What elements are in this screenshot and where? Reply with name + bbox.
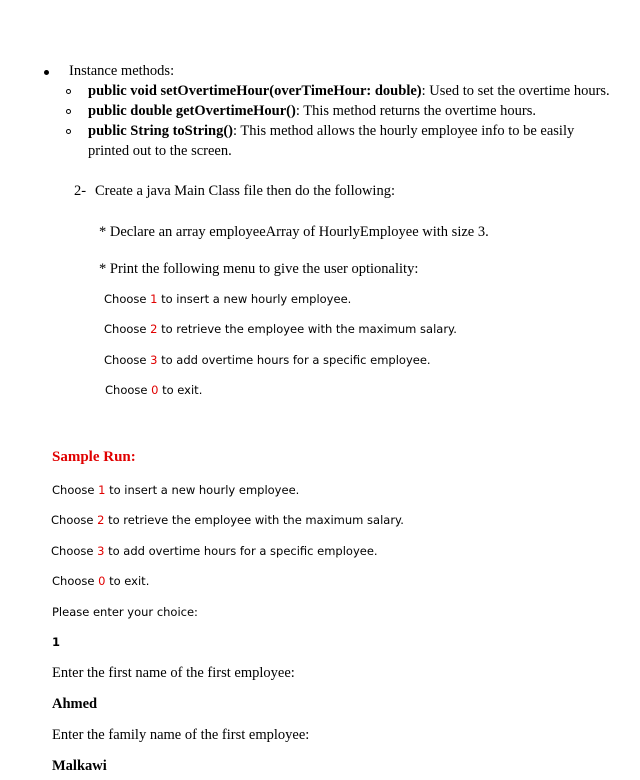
menu-text: Choose: [52, 574, 99, 588]
menu-option-1: [104, 292, 351, 306]
instance-methods-heading: Instance methods:: [69, 63, 175, 79]
menu-text: to exit.: [158, 383, 203, 397]
method-item-1: [88, 83, 610, 100]
method-description: : This method returns the overtime hours.: [295, 103, 536, 119]
bullet-icon: [44, 70, 49, 75]
circle-bullet-icon: [66, 109, 71, 114]
method-item-3: [88, 123, 574, 140]
sample-menu-option-2: [51, 513, 404, 527]
menu-text: to retrieve the employee with the maximum salary.: [157, 322, 457, 336]
menu-text: Choose: [52, 483, 99, 497]
sample-menu-option-0: [52, 574, 149, 588]
method-signature: public String toString(): [88, 123, 234, 139]
menu-text: to insert a new hourly employee.: [105, 483, 300, 497]
method-description: : Used to set the overtime hours.: [421, 83, 610, 99]
sample-run-heading: Sample Run:: [52, 449, 136, 465]
menu-number: 2: [97, 513, 105, 527]
menu-number: 0: [151, 383, 159, 397]
menu-option-0: [105, 383, 202, 397]
choice-value: 1: [52, 635, 61, 649]
prompt-choice: Please enter your choice:: [52, 605, 198, 619]
menu-text: Choose: [51, 513, 98, 527]
menu-number: 0: [98, 574, 106, 588]
method-description-continued: printed out to the screen.: [88, 143, 232, 159]
menu-text: Choose: [105, 383, 152, 397]
menu-text: Choose: [51, 544, 98, 558]
sample-menu-option-3: [51, 544, 378, 558]
menu-number: 3: [150, 353, 158, 367]
menu-number: 1: [98, 483, 106, 497]
menu-number: 1: [150, 292, 158, 306]
menu-option-2: [104, 322, 457, 336]
menu-number: 3: [97, 544, 105, 558]
menu-text: to exit.: [105, 574, 150, 588]
menu-text: to add overtime hours for a specific employee.: [157, 353, 431, 367]
method-item-2: [88, 103, 536, 120]
sample-menu-option-1: [52, 483, 299, 497]
menu-option-3: [104, 353, 431, 367]
menu-text: Choose: [104, 322, 151, 336]
first-name-value: Ahmed: [52, 696, 98, 712]
menu-number: 2: [150, 322, 158, 336]
print-menu-text: * Print the following menu to give the user optionality:: [99, 261, 419, 277]
circle-bullet-icon: [66, 89, 71, 94]
menu-text: to add overtime hours for a specific employee.: [104, 544, 378, 558]
menu-text: to retrieve the employee with the maximum salary.: [104, 513, 404, 527]
step-number: 2-: [74, 183, 87, 199]
method-description: : This method allows the hourly employee info to be easily: [233, 123, 575, 139]
menu-text: Choose: [104, 353, 151, 367]
method-signature: public void setOvertimeHour(overTimeHour: double): [88, 83, 422, 99]
family-name-value: Malkawi: [52, 758, 107, 774]
prompt-first-name: Enter the first name of the first employee:: [52, 665, 295, 681]
prompt-family-name: Enter the family name of the first employee:: [52, 727, 310, 743]
declare-array-text: * Declare an array employeeArray of HourlyEmployee with size 3.: [99, 224, 489, 240]
menu-text: to insert a new hourly employee.: [157, 292, 352, 306]
circle-bullet-icon: [66, 129, 71, 134]
step-text: Create a java Main Class file then do the following:: [95, 183, 395, 199]
method-signature: public double getOvertimeHour(): [88, 103, 296, 119]
menu-text: Choose: [104, 292, 151, 306]
